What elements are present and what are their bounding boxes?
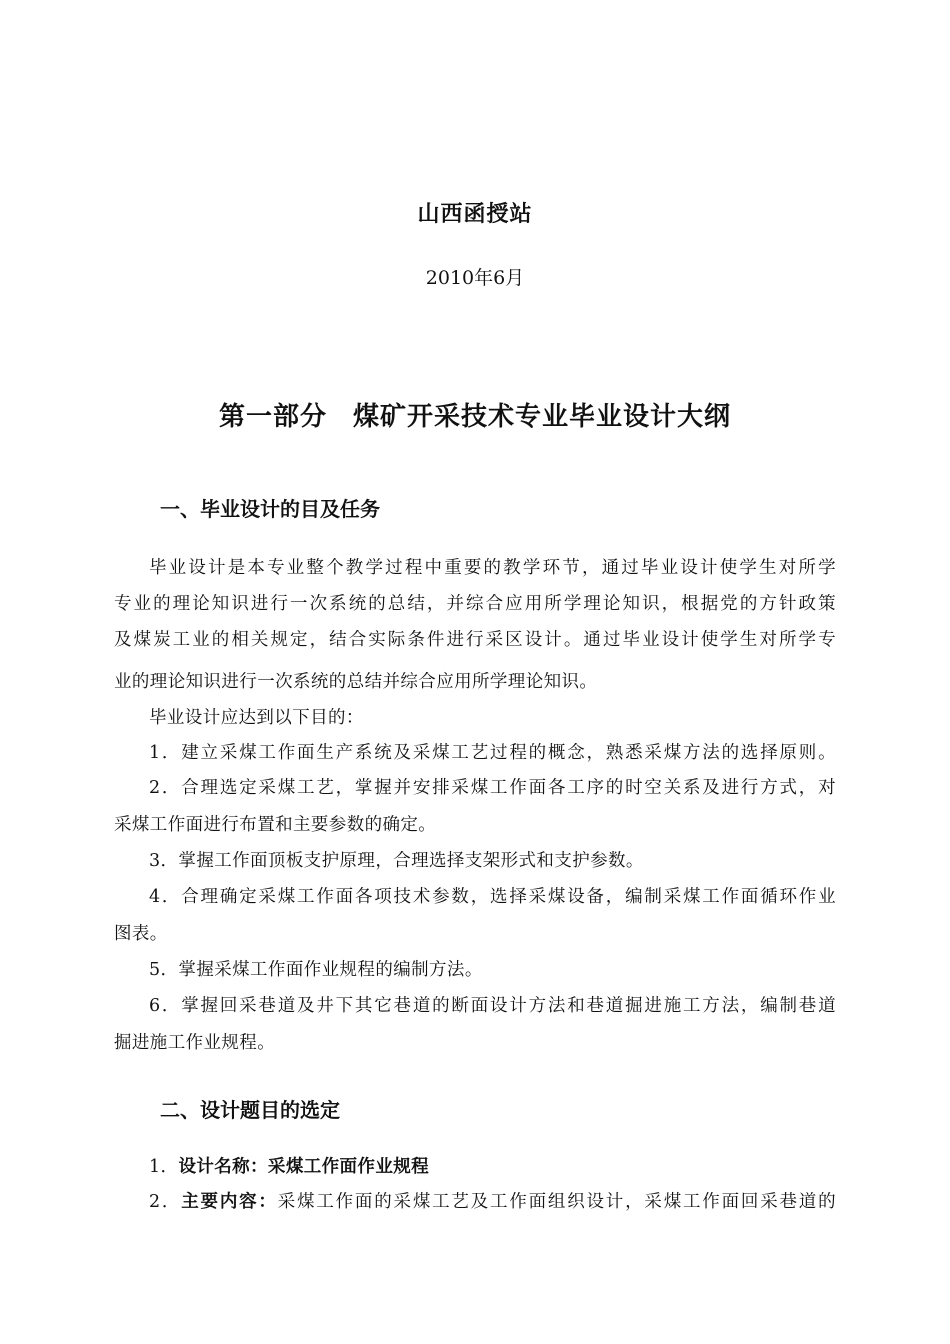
goal-item: 2．合理选定采煤工艺，掌握并安排采煤工作面各工序的时空关系及进行方式，对 <box>149 778 836 798</box>
section-heading-topic: 二、设计题目的选定 <box>160 1098 340 1122</box>
design-item-number: 2． <box>149 1192 182 1212</box>
part-number: 第一部分 <box>218 402 327 432</box>
part-title <box>0 396 950 433</box>
document-date: 2010年6月 <box>425 267 525 289</box>
design-item <box>149 1155 836 1179</box>
goal-item-continuation: 掘进施工作业规程。 <box>114 1033 276 1053</box>
goal-item: 1．建立采煤工作面生产系统及采煤工艺过程的概念，熟悉采煤方法的选择原则。 <box>149 743 836 763</box>
goal-item: 5．掌握采煤工作面作业规程的编制方法。 <box>149 960 483 980</box>
goal-item: 4．合理确定采煤工作面各项技术参数，选择采煤设备，编制采煤工作面循环作业 <box>149 887 836 907</box>
goal-item-continuation: 图表。 <box>114 924 168 944</box>
goals-lead: 毕业设计应达到以下目的： <box>149 708 364 728</box>
paragraph-line: 毕业设计是本专业整个教学过程中重要的教学环节，通过毕业设计使学生对所学 <box>149 558 836 578</box>
paragraph-line: 专业的理论知识进行一次系统的总结，并综合应用所学理论知识，根据党的方针政策 <box>114 594 836 614</box>
station-name: 山西函授站 <box>417 201 533 227</box>
design-item-number: 1． <box>149 1157 179 1177</box>
paragraph-line: 及煤炭工业的相关规定，结合实际条件进行采区设计。通过毕业设计使学生对所学专 <box>114 630 836 650</box>
paragraph-line: 业的理论知识进行一次系统的总结并综合应用所学理论知识。 <box>114 672 598 692</box>
goal-item: 3．掌握工作面顶板支护原理，合理选择支架形式和支护参数。 <box>149 851 644 871</box>
main-content-label: 主要内容： <box>181 1192 278 1212</box>
main-content-text: 采煤工作面的采煤工艺及工作面组织设计，采煤工作面回采巷道的 <box>277 1192 836 1212</box>
goal-item-continuation: 采煤工作面进行布置和主要参数的确定。 <box>114 815 437 835</box>
goal-item: 6．掌握回采巷道及井下其它巷道的断面设计方法和巷道掘进施工方法，编制巷道 <box>149 996 836 1016</box>
design-name-label: 设计名称：采煤工作面作业规程 <box>178 1157 430 1177</box>
section-heading-purpose: 一、毕业设计的目及任务 <box>160 497 380 521</box>
part-subject: 煤矿开采技术专业毕业设计大纲 <box>353 402 732 432</box>
design-item <box>149 1190 836 1214</box>
